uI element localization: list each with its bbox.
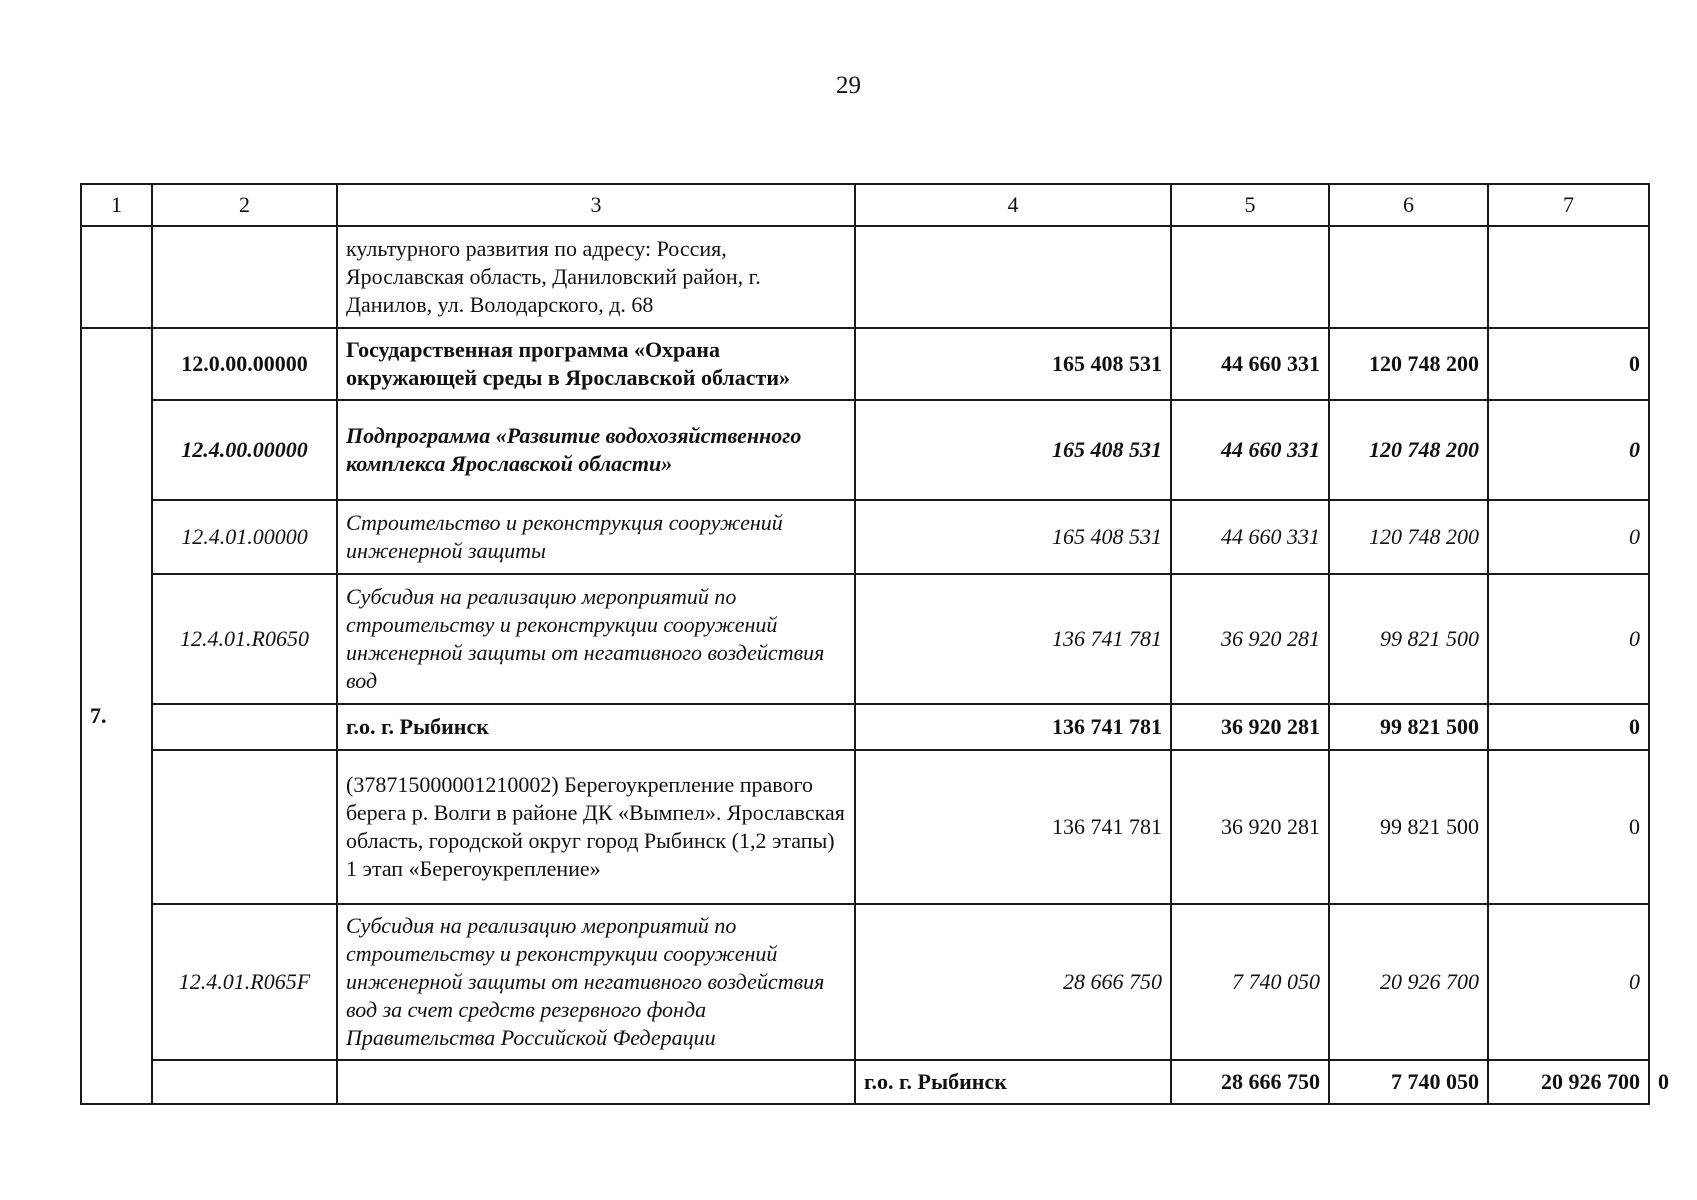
value-cell-5: 7 740 050 [1171, 904, 1329, 1060]
header-cell-2: 2 [152, 184, 337, 226]
description-cell: Государственная программа «Охрана окружающей среды в Ярославской области» [337, 328, 855, 400]
value-cell-4: 28 666 750 [1171, 1060, 1329, 1104]
code-cell [152, 704, 337, 750]
value-cell-5: 44 660 331 [1171, 328, 1329, 400]
header-cell-3: 3 [337, 184, 855, 226]
value-cell-4: 165 408 531 [855, 328, 1171, 400]
description-cell: Субсидия на реализацию мероприятий по строительству и реконструкции сооружений инженерной защиты от негативного воздействия вод [337, 574, 855, 704]
table-row [81, 574, 1649, 704]
value-cell-7: 0 [1488, 704, 1649, 750]
value-cell-7: 0 [1488, 904, 1649, 1060]
value-cell-5: 36 920 281 [1171, 704, 1329, 750]
value-cell-4 [855, 226, 1171, 328]
header-cell-6: 6 [1329, 184, 1488, 226]
value-cell-6: 20 926 700 [1488, 1060, 1649, 1104]
description-cell: г.о. г. Рыбинск [337, 704, 855, 750]
value-cell-6: 20 926 700 [1329, 904, 1488, 1060]
description-cell: культурного развития по адресу: Россия, Ярославская область, Даниловский район, г. Данилов, ул. Володарского, д. 68 [337, 226, 855, 328]
table-row [81, 328, 1649, 400]
code-cell: 12.4.01.R065F [152, 904, 337, 1060]
table-row: г.о. г. Рыбинск 28 666 750 7 740 050 20 926 700 0 [81, 1060, 1649, 1104]
value-cell-4: 136 741 781 [855, 750, 1171, 904]
value-cell-6: 120 748 200 [1329, 500, 1488, 574]
value-cell-7: 0 [1488, 750, 1649, 904]
description-cell: г.о. г. Рыбинск [855, 1060, 1171, 1104]
code-cell: 12.4.01.00000 [152, 500, 337, 574]
value-cell-4: 165 408 531 [855, 400, 1171, 500]
table-row [81, 500, 1649, 574]
header-cell-5: 5 [1171, 184, 1329, 226]
code-cell [337, 1060, 855, 1104]
header-cell-7: 7 [1488, 184, 1649, 226]
value-cell-4: 136 741 781 [855, 574, 1171, 704]
budget-table [80, 183, 1669, 1105]
value-cell-6 [1329, 226, 1488, 328]
code-cell [152, 226, 337, 328]
value-cell-5: 7 740 050 [1329, 1060, 1488, 1104]
value-cell-4: 28 666 750 [855, 904, 1171, 1060]
code-cell: 12.0.00.00000 [152, 328, 337, 400]
value-cell-4: 165 408 531 [855, 500, 1171, 574]
value-cell-5 [1171, 226, 1329, 328]
code-cell: 12.4.00.00000 [152, 400, 337, 500]
value-cell-4: 136 741 781 [855, 704, 1171, 750]
value-cell-6: 120 748 200 [1329, 400, 1488, 500]
description-cell: (378715000001210002) Берегоукрепление правого берега р. Волги в районе ДК «Вымпел». Ярославская область, городской округ город Рыбинск (1,2 этапы) 1 этап «Берегоукрепление» [337, 750, 855, 904]
code-cell [152, 750, 337, 904]
value-cell-5: 44 660 331 [1171, 500, 1329, 574]
header-cell-4: 4 [855, 184, 1171, 226]
value-cell-7: 0 [1488, 500, 1649, 574]
value-cell-7: 0 [1488, 328, 1649, 400]
description-cell: Строительство и реконструкция сооружений инженерной защиты [337, 500, 855, 574]
value-cell-6: 99 821 500 [1329, 750, 1488, 904]
value-cell-7: 0 [1488, 400, 1649, 500]
value-cell-5: 44 660 331 [1171, 400, 1329, 500]
index-cell [152, 1060, 337, 1104]
value-cell-7 [1488, 226, 1649, 328]
table-row [81, 226, 1649, 328]
index-cell [81, 226, 152, 328]
page-number: 29 [836, 72, 861, 99]
value-cell-6: 99 821 500 [1329, 704, 1488, 750]
index-cell: 7. [81, 328, 152, 1104]
header-cell-1: 1 [81, 184, 152, 226]
table-row [81, 750, 1649, 904]
table-row [81, 904, 1649, 1060]
value-cell-6: 99 821 500 [1329, 574, 1488, 704]
table-row [81, 400, 1649, 500]
table-row [81, 704, 1649, 750]
description-cell: Подпрограмма «Развитие водохозяйственного комплекса Ярославской области» [337, 400, 855, 500]
value-cell-5: 36 920 281 [1171, 574, 1329, 704]
header-row [81, 184, 1649, 226]
value-cell-6: 120 748 200 [1329, 328, 1488, 400]
value-cell-7: 0 [1488, 574, 1649, 704]
description-cell: Субсидия на реализацию мероприятий по строительству и реконструкции сооружений инженерной защиты от негативного воздействия вод за счет средств резервного фонда Правительства Российской Федерации [337, 904, 855, 1060]
value-cell-5: 36 920 281 [1171, 750, 1329, 904]
code-cell: 12.4.01.R0650 [152, 574, 337, 704]
